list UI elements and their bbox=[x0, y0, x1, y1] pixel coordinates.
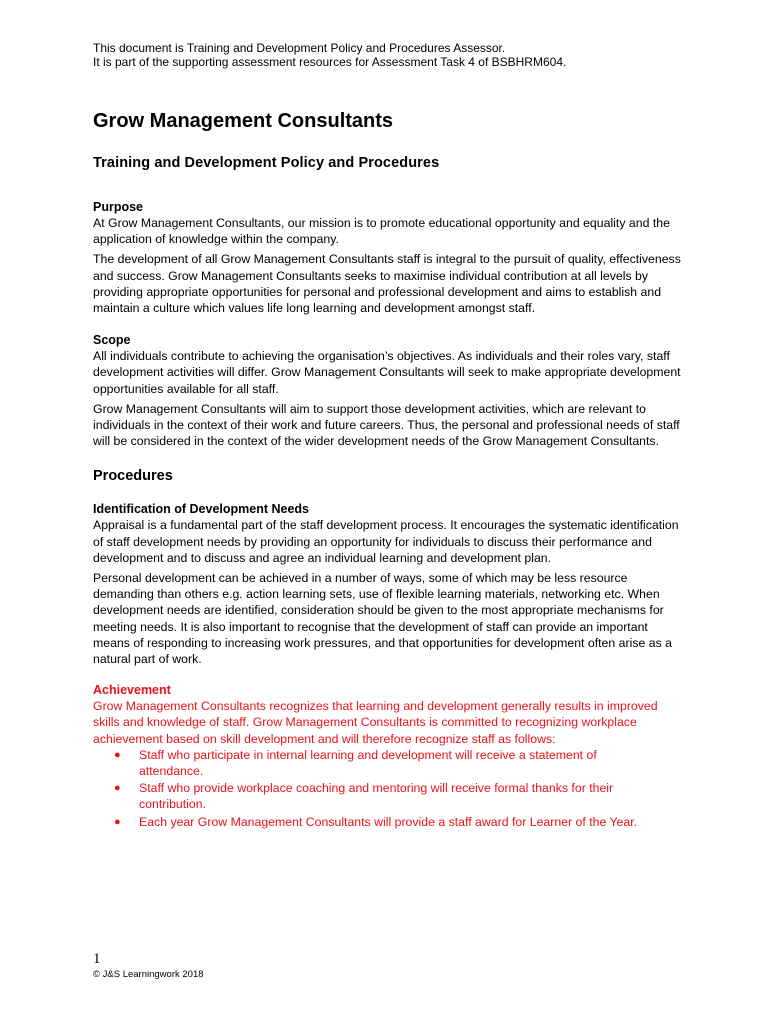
organisation-title: Grow Management Consultants bbox=[93, 110, 394, 132]
achievement-heading: Achievement bbox=[93, 683, 171, 698]
procedures-heading: Procedures bbox=[93, 468, 173, 485]
list-item-text: Staff who participate in internal learning and development will receive a statement of attendance. bbox=[139, 747, 597, 779]
list-item bbox=[114, 814, 683, 830]
scope-paragraph-1: All individuals contribute to achieving the organisation’s objectives. As individuals and their roles vary, staff development activities will differ. Grow Management Consultants will seek to make appropriate development opportunities available for all staff. bbox=[93, 349, 681, 396]
achievement-list bbox=[93, 747, 683, 830]
list-item-text: Staff who provide workplace coaching and mentoring will receive formal thanks for their contribution. bbox=[139, 781, 614, 812]
copyright-notice: © J&S Learningwork 2018 bbox=[93, 969, 204, 980]
document-page bbox=[93, 41, 683, 831]
document-title: Training and Development Policy and Procedures bbox=[93, 155, 440, 171]
identification-paragraph-2: Personal development can be achieved in a number of ways, some of which may be less resource demanding than others e.g. action learning sets, use of flexible learning materials, networking etc. When development needs are identified, consideration should be given to the most appropriate mechanisms for meeting needs. It is also important to recognise that the development of staff can provide an important means of responding to increasing work pressures, and that opportunities for development often arise as a natural part of work. bbox=[93, 571, 672, 667]
purpose-heading: Purpose bbox=[93, 200, 144, 214]
achievement-intro: Grow Management Consultants recognizes that learning and development generally results in improved skills and knowledge of staff. Grow Management Consultants is committed to recognizing workplace achievement based on skill development and will therefore recognize staff as follows: bbox=[93, 699, 658, 746]
scope-paragraph-2: Grow Management Consultants will aim to support those development activities, which are relevant to individuals in the context of their work and future careers. Thus, the personal and professional needs of staff will be considered in the context of the wider development needs of the Grow Management Consultants. bbox=[93, 401, 680, 449]
identification-paragraph-1: Appraisal is a fundamental part of the staff development process. It encourages the systematic identification of staff development needs by providing an opportunity for individuals to discuss their performance and development and to discuss and agree an individual learning and development plan. bbox=[93, 518, 679, 565]
purpose-section bbox=[93, 199, 683, 316]
purpose-paragraph-1: At Grow Management Consultants, our mission is to promote educational opportunity and equality and the application of knowledge within the company. bbox=[93, 216, 670, 247]
bullet-icon: ● bbox=[114, 748, 121, 761]
scope-section bbox=[93, 332, 683, 449]
list-item bbox=[114, 780, 683, 812]
identification-section bbox=[93, 501, 683, 667]
bullet-icon: ● bbox=[114, 782, 121, 795]
list-item-text: Each year Grow Management Consultants will provide a staff award for Learner of the Year. bbox=[139, 814, 638, 829]
page-number: 1 bbox=[93, 951, 101, 967]
achievement-section bbox=[93, 682, 683, 830]
header-note-line-2: It is part of the supporting assessment resources for Assessment Task 4 of BSBHRM604. bbox=[93, 55, 567, 69]
bullet-icon: ● bbox=[114, 815, 121, 828]
scope-heading: Scope bbox=[93, 333, 131, 348]
header-note-line-1: This document is Training and Development Policy and Procedures Assessor. bbox=[93, 41, 506, 55]
identification-heading: Identification of Development Needs bbox=[93, 502, 310, 517]
purpose-paragraph-2: The development of all Grow Management Consultants staff is integral to the pursuit of quality, effectiveness and success. Grow Management Consultants seeks to maximise individual contribution at all levels by providing appropriate opportunities for personal and professional development and aims to establish and maintain a culture which values life long learning and development amongst staff. bbox=[93, 252, 681, 316]
list-item bbox=[114, 747, 683, 779]
